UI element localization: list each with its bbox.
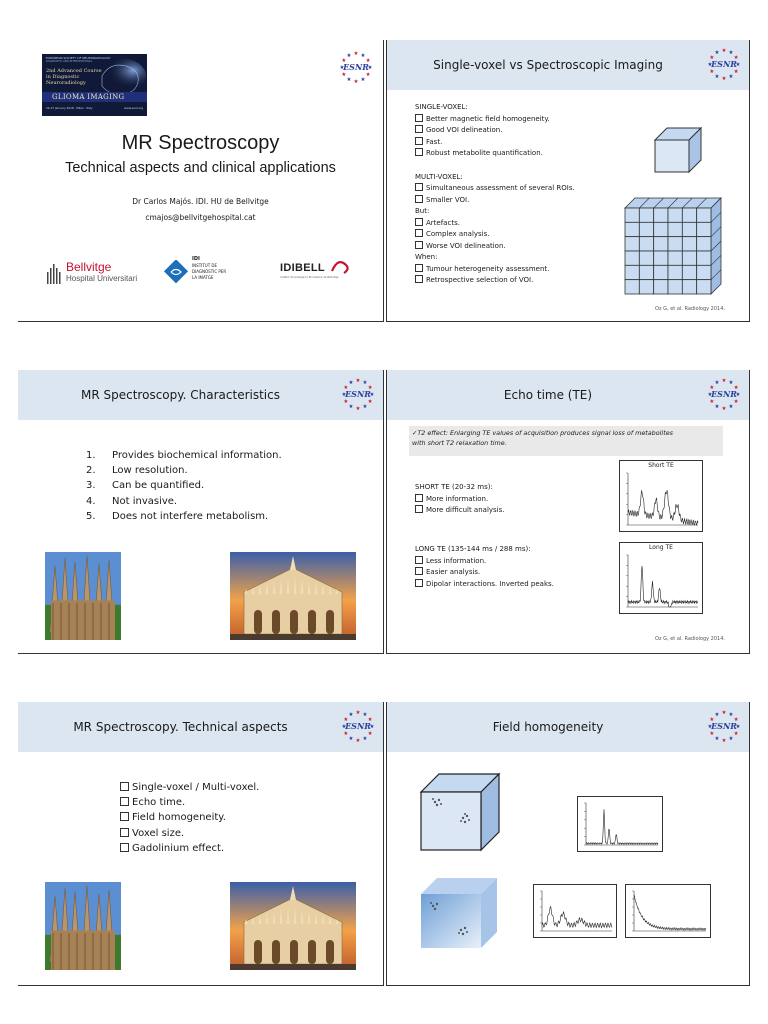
checkbox-icon	[415, 229, 423, 237]
svg-text:★: ★	[709, 399, 715, 405]
bellvitge-bars-icon	[46, 262, 62, 284]
course-banner	[42, 54, 147, 116]
svg-text:★: ★	[728, 404, 734, 411]
esnr-logo-icon	[707, 709, 741, 743]
checkbox-icon	[415, 148, 423, 156]
svg-text:★: ★	[709, 717, 715, 723]
svg-text:★: ★	[728, 49, 734, 56]
esnr-logo-icon	[341, 709, 375, 743]
svg-text:★: ★	[367, 731, 373, 737]
slide-characteristics	[18, 370, 384, 654]
checkbox-icon	[120, 812, 129, 821]
author-line: Dr Carlos Majós. IDI. HU de Bellvitge	[132, 197, 269, 206]
bellvitge-sub: Hospital Universitari	[66, 274, 138, 283]
list-item	[120, 841, 259, 856]
svg-text:★: ★	[707, 724, 713, 730]
svg-text:★: ★	[728, 736, 734, 743]
checkbox-icon	[415, 505, 423, 513]
esnr-logo-icon	[707, 377, 741, 411]
svg-text:★: ★	[733, 55, 739, 61]
svg-text:★: ★	[721, 710, 727, 716]
checkbox-icon	[120, 797, 129, 806]
slide-header	[387, 702, 749, 752]
svg-text:★: ★	[362, 404, 368, 411]
svg-text:★: ★	[733, 399, 739, 405]
but-item-text: Complex analysis.	[426, 230, 490, 238]
svg-text:★: ★	[721, 76, 727, 81]
banner-topic: GLIOMA IMAGING	[52, 93, 125, 101]
list-item	[120, 810, 259, 825]
sv-item-text: Better magnetic field homogeneity.	[426, 114, 550, 123]
but-item	[415, 229, 625, 241]
svg-text:★: ★	[714, 74, 720, 81]
mv-item-text: Smaller VOI.	[426, 195, 470, 204]
item-number: 3.	[86, 480, 96, 492]
checkbox-icon	[415, 125, 423, 133]
short-te-item-text: More difficult analysis.	[426, 506, 505, 514]
idi-name: IDI	[192, 256, 200, 262]
svg-text:★: ★	[733, 385, 739, 391]
long-te-item-text: Less information.	[426, 556, 487, 565]
item-number: 1.	[86, 450, 96, 461]
list-item	[86, 509, 282, 524]
idibell-swirl-icon	[330, 259, 352, 275]
short-te-block	[415, 482, 505, 517]
when-item	[415, 264, 625, 276]
list-item	[86, 478, 282, 493]
svg-text:★: ★	[728, 379, 734, 386]
svg-text:★: ★	[348, 711, 354, 718]
checkbox-icon	[415, 114, 423, 122]
svg-text:★: ★	[343, 385, 349, 391]
item-number: 4.	[86, 495, 96, 507]
long-te-spectrum	[619, 542, 703, 614]
svg-text:★: ★	[714, 404, 720, 411]
bellvitge-name: Bellvitge	[66, 260, 112, 274]
svg-text:★: ★	[735, 724, 741, 730]
checkbox-icon	[120, 782, 129, 791]
svg-text:★: ★	[735, 62, 741, 68]
svg-text:★: ★	[714, 736, 720, 743]
svg-text:★: ★	[360, 52, 366, 59]
svg-text:ESNR: ESNR	[711, 721, 737, 731]
svg-text:★: ★	[353, 79, 359, 84]
svg-text:★: ★	[362, 379, 368, 386]
sagrada-familia-image	[45, 882, 121, 970]
checkbox-icon	[415, 183, 423, 191]
short-te-item	[415, 494, 505, 506]
banner-web: www.esnr.org	[124, 106, 143, 110]
long-te-item	[415, 567, 554, 579]
item-text: Field homogeneity.	[132, 812, 226, 824]
svg-text:★: ★	[343, 731, 349, 737]
slide-single-vs-multi	[386, 40, 750, 322]
but-item	[415, 241, 625, 253]
long-te-heading: LONG TE (135-144 ms / 288 ms):	[415, 545, 531, 553]
multi-voxel-grid-icon	[617, 196, 727, 296]
item-text: Single-voxel / Multi-voxel.	[132, 782, 260, 793]
sagrada-familia-photo	[45, 552, 121, 640]
svg-text:★: ★	[355, 406, 361, 411]
milan-cathedral-image	[230, 882, 356, 970]
item-text: Voxel size.	[132, 827, 185, 839]
sv-item	[415, 137, 625, 149]
inhomogeneous-spectrum-plot-b	[626, 885, 710, 937]
svg-text:★: ★	[728, 74, 734, 81]
svg-text:★: ★	[362, 736, 368, 743]
svg-text:★: ★	[341, 58, 347, 64]
item-number: 5.	[86, 510, 96, 522]
idibell-sub: Institut d'Investigació Biomèdica de Bellvitge	[280, 276, 339, 279]
svg-text:★: ★	[709, 385, 715, 391]
svg-text:★: ★	[709, 731, 715, 737]
slide-header	[18, 370, 383, 420]
long-te-item	[415, 556, 554, 568]
milan-cathedral-photo	[230, 552, 356, 640]
sv-item	[415, 114, 625, 126]
svg-text:★: ★	[367, 65, 373, 71]
slide-subtitle: Technical aspects and clinical applications	[65, 160, 336, 176]
svg-text:ESNR: ESNR	[711, 59, 737, 69]
slide-title-heading: MR Spectroscopy	[121, 132, 280, 154]
slide-heading: Echo time (TE)	[503, 388, 593, 402]
single-voxel-cube-icon	[649, 122, 709, 182]
note-line-1: T2 effect: Enlarging TE values of acquisition produces signal loss of metabolites	[417, 429, 673, 437]
homogeneous-spectrum-plot	[578, 797, 662, 851]
svg-text:★: ★	[721, 738, 727, 743]
slide-technical-aspects	[18, 702, 384, 986]
list-item	[120, 826, 259, 841]
sv-item	[415, 125, 625, 137]
slide-heading: MR Spectroscopy. Characteristics	[81, 388, 280, 402]
but-item-text: Artefacts.	[426, 218, 460, 227]
svg-text:ESNR: ESNR	[345, 389, 371, 399]
characteristics-list	[86, 448, 282, 524]
milan-cathedral-photo	[230, 882, 356, 970]
when-item-text: Tumour heterogeneity assessment.	[426, 264, 550, 273]
checkbox-icon	[415, 556, 423, 564]
svg-text:★: ★	[735, 392, 741, 398]
slide-heading: Single-voxel vs Spectroscopic Imaging	[433, 58, 663, 72]
svg-text:★: ★	[733, 731, 739, 737]
banner-course: 2nd Advanced Course in Diagnostic Neuroradiology	[46, 68, 102, 86]
slide-echo-time	[386, 370, 750, 654]
svg-text:★: ★	[355, 738, 361, 743]
slide-heading: Field homogeneity	[492, 720, 604, 734]
checkbox-icon	[415, 579, 423, 587]
t2-note	[409, 426, 723, 456]
long-te-item-text: Easier analysis.	[426, 568, 481, 576]
checkbox-icon	[415, 275, 423, 283]
but-item-text: Worse VOI delineation.	[426, 241, 506, 250]
single-voxel-heading: SINGLE-VOXEL:	[415, 103, 468, 111]
svg-text:★: ★	[346, 77, 352, 84]
svg-text:★: ★	[348, 736, 354, 743]
short-te-label: Short TE	[648, 462, 674, 469]
sv-item-text: Good VOI delineation.	[426, 126, 503, 134]
when-item-text: Retrospective selection of VOI.	[426, 276, 534, 284]
slide-header	[387, 370, 749, 420]
svg-text:★: ★	[343, 717, 349, 723]
inhomogeneous-spectrum-plot-a	[534, 885, 616, 937]
checkbox-icon	[415, 137, 423, 145]
svg-text:★: ★	[362, 711, 368, 718]
svg-text:★: ★	[365, 58, 371, 64]
long-te-label: Long TE	[649, 544, 673, 551]
esnr-logo-icon	[341, 377, 375, 411]
idi-line3: LA IMATGE	[192, 275, 214, 280]
sagrada-familia-image	[45, 552, 121, 640]
homogeneous-cube-icon	[415, 768, 505, 858]
slide-heading: MR Spectroscopy. Technical aspects	[73, 720, 288, 734]
list-item	[86, 448, 282, 463]
svg-text:★: ★	[728, 711, 734, 718]
short-te-heading: SHORT TE (20-32 ms):	[415, 483, 493, 491]
milan-cathedral-image	[230, 552, 356, 640]
slide-header	[18, 702, 383, 752]
long-te-spectrum-plot	[620, 543, 702, 613]
long-te-item	[415, 579, 554, 591]
item-text: Not invasive.	[112, 495, 178, 507]
svg-text:★: ★	[709, 69, 715, 75]
sv-mv-list	[415, 102, 625, 287]
svg-text:★: ★	[367, 717, 373, 723]
item-number: 2.	[86, 465, 96, 477]
idi-line2: DIAGNÒSTIC PER	[192, 269, 227, 274]
svg-text:★: ★	[714, 49, 720, 56]
svg-text:★: ★	[721, 378, 727, 384]
svg-text:★: ★	[346, 52, 352, 59]
svg-text:★: ★	[367, 385, 373, 391]
esnr-logo-icon	[707, 47, 741, 81]
when-item	[415, 275, 625, 287]
checkbox-icon	[415, 494, 423, 502]
svg-text:★: ★	[733, 717, 739, 723]
sv-item-text: Fast.	[426, 137, 443, 146]
svg-text:★: ★	[721, 406, 727, 411]
long-te-block	[415, 544, 554, 590]
note-line-2: with short T2 relaxation time.	[412, 439, 507, 447]
list-item	[120, 780, 259, 795]
checkbox-icon	[415, 195, 423, 203]
sv-item	[415, 148, 625, 160]
when-label: When:	[415, 253, 438, 261]
banner-society: EUROPEAN SOCIETY OF NEURORADIOLOGY	[46, 56, 111, 60]
short-te-item-text: More information.	[426, 494, 489, 503]
svg-text:★: ★	[707, 392, 713, 398]
idi-line1: INSTITUT DE	[192, 263, 218, 268]
svg-text:★: ★	[348, 404, 354, 411]
item-text: Gadolinium effect.	[132, 842, 225, 854]
idi-logo	[164, 256, 244, 290]
svg-text:★: ★	[707, 62, 713, 68]
citation: Oz G, et al. Radiology 2014.	[655, 306, 725, 312]
svg-text:★: ★	[714, 379, 720, 386]
svg-text:★: ★	[355, 710, 361, 716]
svg-text:★: ★	[365, 72, 371, 78]
checkbox-icon	[415, 567, 423, 575]
svg-text:★: ★	[369, 724, 375, 730]
svg-text:★: ★	[709, 55, 715, 61]
item-text: Echo time.	[132, 797, 186, 809]
list-item	[120, 795, 259, 810]
esnr-logo-icon	[339, 50, 373, 84]
svg-text:★: ★	[353, 51, 359, 57]
svg-text:ESNR: ESNR	[343, 62, 369, 72]
idibell-name: IDIBELL	[280, 262, 325, 274]
mv-item-text: Simultaneous assessment of several ROIs.	[426, 184, 575, 192]
svg-text:★: ★	[339, 65, 345, 71]
check-mark-icon: ✓	[412, 429, 418, 437]
banner-society-sub: DIAGNOSTIC AND INTERVENTIONAL	[46, 60, 93, 63]
technical-list	[120, 780, 259, 856]
homogeneous-spectrum	[577, 796, 663, 852]
svg-text:ESNR: ESNR	[345, 721, 371, 731]
svg-text:★: ★	[341, 392, 347, 398]
svg-text:★: ★	[341, 72, 347, 78]
short-te-spectrum	[619, 460, 703, 532]
svg-text:★: ★	[355, 378, 361, 384]
item-text: Can be quantified.	[112, 480, 205, 492]
svg-text:★: ★	[343, 399, 349, 405]
idi-diamond-icon	[164, 260, 188, 284]
item-text: Low resolution.	[112, 465, 188, 477]
checkbox-icon	[120, 828, 129, 837]
svg-text:★: ★	[360, 77, 366, 84]
checkbox-icon	[415, 218, 423, 226]
list-item	[86, 494, 282, 509]
svg-text:★: ★	[348, 379, 354, 386]
list-item	[86, 463, 282, 478]
item-text: Does not interfere metabolism.	[112, 510, 269, 522]
banner-dates: 22-27 January 2018 · Milan · Italy	[46, 106, 93, 110]
sv-item-text: Robust metabolite quantification.	[426, 149, 543, 157]
inhomogeneous-spectrum-a	[533, 884, 617, 938]
long-te-item-text: Dipolar interactions. Inverted peaks.	[426, 579, 554, 588]
inhomogeneous-cube-icon	[417, 874, 507, 954]
inhomogeneous-spectrum-b	[625, 884, 711, 938]
short-te-item	[415, 505, 505, 517]
idibell-logo	[280, 262, 360, 288]
svg-text:★: ★	[714, 711, 720, 718]
short-te-spectrum-plot	[620, 461, 702, 531]
but-item	[415, 218, 625, 230]
svg-text:★: ★	[369, 392, 375, 398]
author-email: cmajos@bellvitgehospital.cat	[145, 213, 256, 222]
checkbox-icon	[415, 241, 423, 249]
multi-voxel-heading: MULTI-VOXEL:	[415, 172, 463, 181]
svg-text:★: ★	[721, 48, 727, 54]
but-label: But:	[415, 207, 430, 215]
checkbox-icon	[120, 843, 129, 852]
mv-item	[415, 195, 625, 207]
svg-text:★: ★	[733, 69, 739, 75]
citation: Oz G, et al. Radiology 2014.	[655, 636, 725, 642]
svg-text:★: ★	[341, 724, 347, 730]
slide-field-homogeneity	[386, 702, 750, 986]
mv-item	[415, 183, 625, 195]
item-text: Provides biochemical information.	[112, 450, 282, 461]
sagrada-familia-photo	[45, 882, 121, 970]
svg-text:ESNR: ESNR	[711, 389, 737, 399]
slide-title	[18, 40, 384, 322]
svg-text:★: ★	[367, 399, 373, 405]
checkbox-icon	[415, 264, 423, 272]
slide-header	[387, 40, 749, 90]
